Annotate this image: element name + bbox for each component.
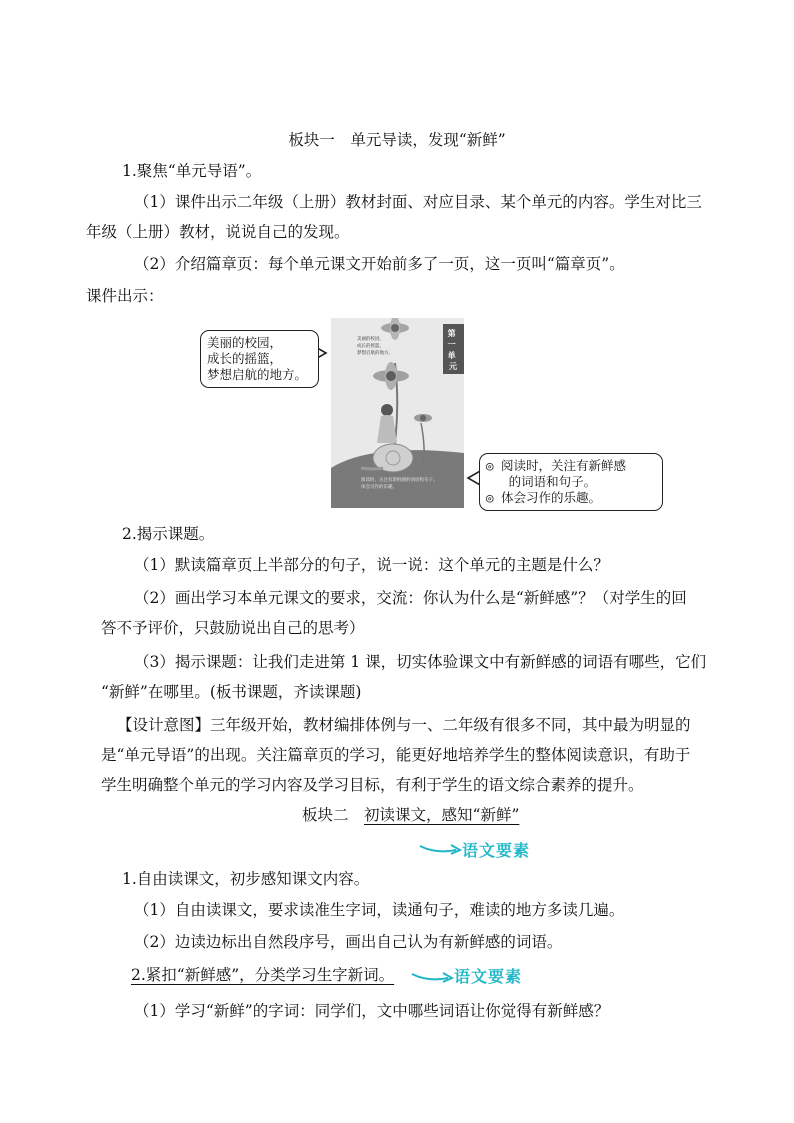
design-intent-line2: 是“单元导语”的出现。关注篇章页的学习，能更好地培养学生的整体阅读意识，有助于 (101, 746, 691, 764)
step1-heading: 1.聚焦“单元导语”。 (122, 162, 262, 180)
section2-title (302, 805, 519, 825)
right-speech-bubble: ◎ 阅读时，关注有新鲜感 的词语和句子。 ◎ 体会习作的乐趣。 (479, 453, 663, 511)
unit-tag-char: 单 (447, 351, 456, 360)
question-2-line1: （2）画出学习本单元课文的要求，交流：你认为什么是“新鲜感”？（对学生的回 (134, 589, 687, 607)
unit-tag-char: 一 (447, 340, 456, 349)
section2-step2: 2.紧扣“新鲜感”，分类学习生字新词。 (131, 966, 395, 984)
paragraph-1-line2: 年级（上册）教材，说说自己的发现。 (86, 223, 350, 241)
question-1: （1）默读篇章页上半部分的句子，说一说：这个单元的主题是什么？ (134, 556, 609, 574)
unit-tag-char: 第 (447, 329, 456, 338)
courseware-label: 课件出示： (86, 287, 164, 305)
left-speech-bubble: 美丽的校园， 成长的摇篮， 梦想启航的地方。 (200, 330, 319, 388)
design-intent-line1: 【设计意图】三年级开始，教材编排体例与一、二年级有很多不同，其中最为明显的 (117, 716, 691, 734)
illustration-bottom-text: 体会习作的乐趣。 (361, 485, 397, 490)
section1-title: 板块一 单元导读，发现“新鲜” (288, 131, 506, 149)
question-3-line2: “新鲜”在哪里。(板书课题，齐读课题) (101, 683, 362, 701)
section2-title-underlined: 初读课文，感知“新鲜” (364, 806, 520, 824)
paragraph-1-line1: （1）课件出示二年级（上册）教材封面、对应目录、某个单元的内容。学生对比三 (134, 193, 702, 211)
arrow-icon (418, 840, 466, 856)
unit-tag-char: 元 (449, 362, 457, 371)
question-3-line1: （3）揭示课题：让我们走进第 1 课，切实体验课文中有新鲜感的词语有哪些，它们 (134, 653, 707, 671)
language-element-tag-2: 语文要素 (454, 967, 523, 986)
section2-sub3: （1）学习“新鲜”的字词：同学们，文中哪些词语让你觉得有新鲜感？ (134, 1002, 610, 1020)
illustration-bottom-text: 阅读时，关注有新鲜感的词语和句子。 (361, 478, 438, 483)
arrow-icon (410, 968, 458, 984)
section2-sub1: （1）自由读课文，要求读准生字词，读通句子，难读的地方多读几遍。 (134, 901, 625, 919)
section2-sub2: （2）边读边标出自然段序号，画出自己认为有新鲜感的词语。 (134, 933, 563, 951)
illustration-small-text: 成长的摇篮， (357, 344, 384, 349)
paragraph-2: （2）介绍篇章页：每个单元课文开始前多了一页，这一页叫“篇章页”。 (134, 255, 625, 273)
illustration-small-text: 梦想启航的地方。 (357, 351, 393, 356)
language-element-tag: 语文要素 (462, 841, 531, 860)
section2-step1: 1.自由读课文，初步感知课文内容。 (122, 870, 370, 888)
design-intent-line3: 学生明确整个单元的学习内容及学习目标，有利于学生的语文综合素养的提升。 (101, 776, 644, 794)
illustration-small-text: 美丽的校园， (357, 337, 384, 342)
step2-heading: 2.揭示课题。 (122, 525, 215, 543)
question-2-line2: 答不予评价，只鼓励说出自己的思考） (101, 619, 365, 637)
flower-small-icon (414, 414, 432, 422)
section2-title-lead: 板块二 (302, 806, 365, 824)
unit-cover-illustration (331, 318, 464, 508)
